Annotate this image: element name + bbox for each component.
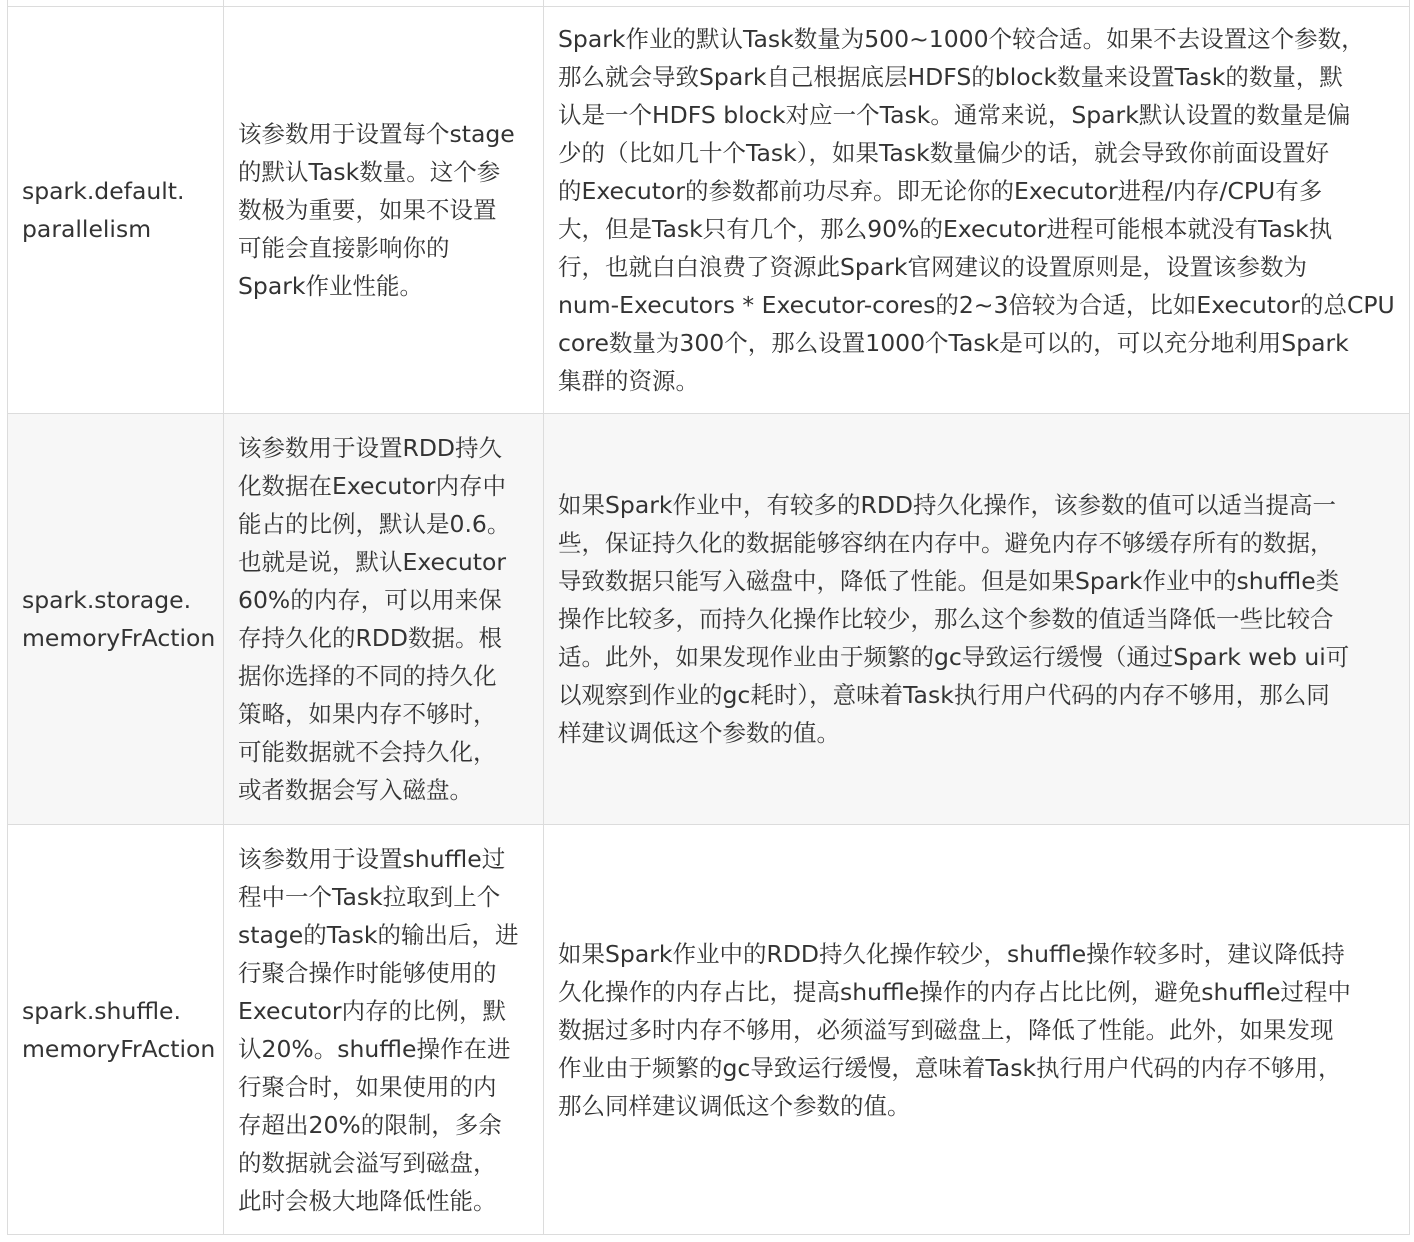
- spark-parameter-table: [7, 0, 1410, 1235]
- description-line: 该参数用于设置每个stage: [238, 120, 515, 148]
- advice-line: 久化操作的内存占比，提高shuffle操作的内存占比比例，避免shuffle过程中: [558, 977, 1351, 1006]
- advice-line: 导致数据只能写入磁盘中，降低了性能。但是如果Spark作业中的shuffle类: [558, 567, 1340, 595]
- parameter-name-line: spark.storage.: [22, 586, 192, 614]
- tuning-advice-cell: [544, 7, 1410, 414]
- advice-line: 如果Spark作业中，有较多的RDD持久化操作，该参数的值可以适当提高一: [558, 491, 1337, 519]
- advice-line: 操作比较多，而持久化操作比较少，那么这个参数的值适当降低一些比较合: [558, 605, 1334, 633]
- description-line: 化数据在Executor内存中: [238, 472, 507, 500]
- parameter-name-cell: [8, 825, 224, 1235]
- description-line: 可能会直接影响你的: [238, 234, 450, 262]
- table-row: [8, 7, 1410, 414]
- description-line: 认20%。shuffle操作在进: [238, 1034, 511, 1063]
- description-line: 据你选择的不同的持久化: [238, 662, 497, 690]
- description-line: 行聚合操作时能够使用的: [238, 958, 497, 987]
- description-line: 60%的内存，可以用来保: [238, 586, 502, 614]
- description-line: 存超出20%的限制，多余: [238, 1110, 502, 1139]
- advice-line: core数量为300个，那么设置1000个Task是可以的，可以充分地利用Spark: [558, 329, 1349, 357]
- table-row: [8, 414, 1410, 825]
- advice-line: 集群的资源。: [558, 367, 699, 395]
- advice-line: 行，也就白白浪费了资源此Spark官网建议的设置原则是，设置该参数为: [558, 253, 1308, 281]
- advice-line: 些，保证持久化的数据能够容纳在内存中。避免内存不够缓存所有的数据，: [558, 529, 1334, 557]
- parameter-name-line: memoryFrAction: [22, 1034, 216, 1063]
- description-line: 行聚合时，如果使用的内: [238, 1072, 497, 1101]
- parameter-name-line: spark.default.: [22, 177, 185, 205]
- advice-line: Spark作业的默认Task数量为500~1000个较合适。如果不去设置这个参数，: [558, 25, 1365, 53]
- parameter-name-cell: [8, 414, 224, 825]
- table-row: [8, 825, 1410, 1235]
- description-line: 程中一个Task拉取到上个: [238, 882, 501, 911]
- description-line: 此时会极大地降低性能。: [238, 1186, 497, 1215]
- advice-line: 那么就会导致Spark自己根据底层HDFS的block数量来设置Task的数量，默: [558, 63, 1343, 91]
- description-line: 该参数用于设置shuffle过: [238, 844, 506, 873]
- advice-line: 那么同样建议调低这个参数的值。: [558, 1091, 911, 1120]
- description-line: 也就是说，默认Executor: [238, 548, 507, 576]
- advice-line: 以观察到作业的gc耗时），意味着Task执行用户代码的内存不够用，那么同: [558, 681, 1330, 709]
- advice-line: 少的（比如几十个Task），如果Task数量偏少的话，就会导致你前面设置好: [558, 139, 1330, 167]
- description-line: 的默认Task数量。这个参: [238, 158, 501, 186]
- parameter-description-cell: [224, 414, 544, 825]
- advice-line: 大，但是Task只有几个，那么90%的Executor进程可能根本就没有Task执: [558, 215, 1333, 243]
- advice-line: 适。此外，如果发现作业由于频繁的gc导致运行缓慢（通过Spark web ui可: [558, 643, 1350, 671]
- parameter-name-line: memoryFrAction: [22, 624, 216, 652]
- description-line: 数极为重要，如果不设置: [238, 196, 497, 224]
- description-line: Executor内存的比例，默: [238, 996, 507, 1025]
- tuning-advice-cell: [544, 825, 1410, 1235]
- parameter-description-cell: [224, 7, 544, 414]
- advice-line: 样建议调低这个参数的值。: [558, 719, 840, 747]
- description-line: 或者数据会写入磁盘。: [238, 776, 473, 804]
- advice-line: 数据过多时内存不够用，必须溢写到磁盘上，降低了性能。此外，如果发现: [558, 1015, 1334, 1044]
- description-line: 策略，如果内存不够时，: [238, 700, 497, 728]
- parameter-name-line: spark.shuffle.: [22, 996, 181, 1025]
- advice-line: num-Executors * Executor-cores的2~3倍较为合适，比如Executor的总CPU: [558, 291, 1395, 319]
- parameter-description-cell: [224, 825, 544, 1235]
- description-line: stage的Task的输出后，进: [238, 920, 519, 949]
- description-line: 的数据就会溢写到磁盘，: [238, 1148, 497, 1177]
- advice-line: 认是一个HDFS block对应一个Task。通常来说，Spark默认设置的数量是偏: [558, 101, 1351, 129]
- description-line: 能占的比例，默认是0.6。: [238, 510, 511, 538]
- description-line: 该参数用于设置RDD持久: [238, 434, 503, 462]
- advice-line: 作业由于频繁的gc导致运行缓慢，意味着Task执行用户代码的内存不够用，: [558, 1053, 1342, 1082]
- description-line: Spark作业性能。: [238, 272, 424, 300]
- tuning-advice-cell: [544, 414, 1410, 825]
- advice-line: 如果Spark作业中的RDD持久化操作较少，shuffle操作较多时，建议降低持: [558, 939, 1345, 968]
- parameter-name-cell: [8, 7, 224, 414]
- parameter-name-line: parallelism: [22, 215, 152, 243]
- description-line: 存持久化的RDD数据。根: [238, 624, 503, 652]
- description-line: 可能数据就不会持久化，: [238, 738, 497, 766]
- advice-line: 的Executor的参数都前功尽弃。即无论你的Executor进程/内存/CPU有多: [558, 177, 1323, 205]
